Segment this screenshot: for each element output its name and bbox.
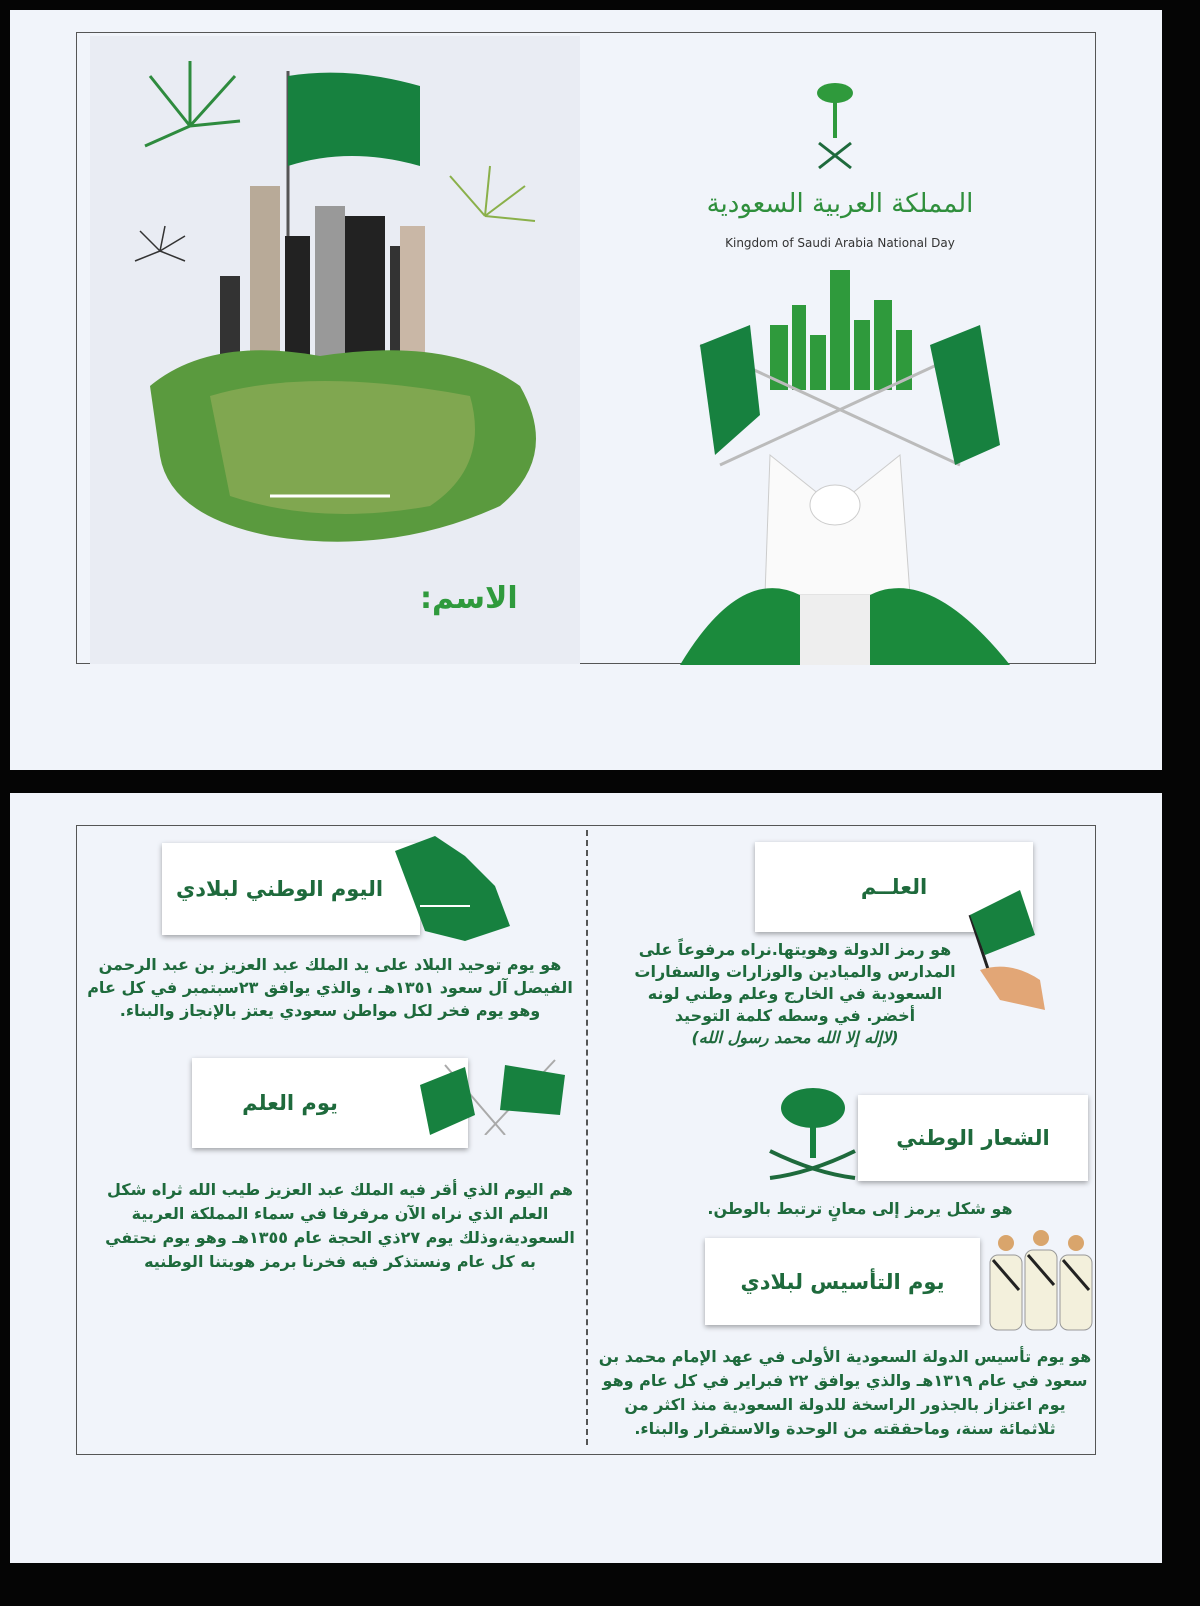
palm-swords-emblem-icon [765,1083,860,1188]
inside-page [10,793,1162,1563]
flag-shahada: (لاإله إلا الله محمد رسول الله) [691,1028,899,1047]
founding-men-illustration [985,1225,1095,1335]
emblem-title: الشعار الوطني [858,1095,1088,1181]
flag-text-block [630,939,960,1049]
cover-illustration [90,36,580,664]
flag-title: العلــم [755,842,1033,932]
cover-page [10,10,1162,770]
name-label: الاسم: [420,581,518,616]
flag-day-title: يوم العلم [192,1058,468,1148]
national-day-text: هو يوم توحيد البلاد على يد الملك عبد العزيز بن عبد الرحمن الفيصل آل سعود ١٣٥١هـ ، والذي يوافق ٢٣سبتمبر في كل عام وهو يوم فخر لكل مواطن سعودي يعتز بالإنجاز والبناء. [87,955,573,1020]
flag-text: هو رمز الدولة وهويتها.نراه مرفوعاً على المدارس والميادين والوزارات والسفارات السعودية في الخارج وعلم وطني لونه أخضر. في وسطه كلمة التوحيد [634,940,956,1025]
founding-day-text: هو يوم تأسيس الدولة السعودية الأولى في عهد الإمام محمد بن سعود في عام ١٣١٩هـ والذي يوافق ٢٢ فبراير في كل عام وهو يوم اعتزاز بالجذور الراسخة للدولة السعودية منذ اكثر من ثلاثمائة سنة، وماحققته من الوحدة والاستقرار والبناء. [598,1347,1092,1438]
founding-day-title: يوم التأسيس لبلادي [705,1238,980,1325]
crossed-flags-icon [415,1055,580,1135]
saudi-map-icon [385,831,520,946]
flag-in-hand-icon [960,885,1050,1015]
palm-swords-emblem [815,78,855,178]
flag-day-text: هم اليوم الذي أقر فيه الملك عبد العزيز طيب الله ثراه شكل العلم الذي نراه الآن مرفرفا في سماء المملكة العربية السعودية،وذلك يوم ٢٧ذي الحجة عام ١٣٥٥هـ وهو يوم نحتفي به كل عام ونستذكر فيه فخرنا برمز هويتنا الوطنيه [105,1180,575,1271]
skyline-flag-illustration [90,36,580,664]
cover-title-english: Kingdom of Saudi Arabia National Day [725,236,955,250]
fold-line [586,830,588,1445]
cover-title-arabic: المملكة العربية السعودية [706,189,974,219]
national-day-illustration [680,265,1010,665]
emblem-text: هو شكل يرمز إلى معانٍ ترتبط بالوطن. [707,1199,1013,1218]
national-day-title: اليوم الوطني لبلادي [162,843,420,935]
